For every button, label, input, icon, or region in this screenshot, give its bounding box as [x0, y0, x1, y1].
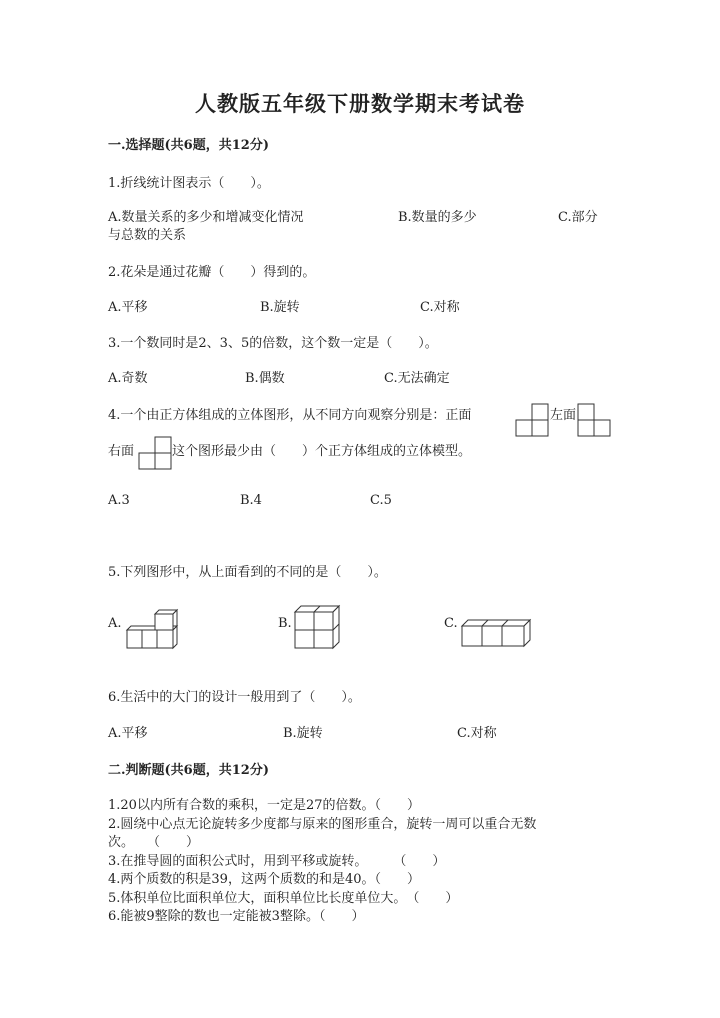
- question-3-option-a: A.奇数: [108, 371, 148, 386]
- judge-item-2-cont: 次。 （ ）: [108, 835, 200, 850]
- question-3-stem: 3.一个数同时是2、3、5的倍数，这个数一定是（ ）。: [108, 336, 438, 351]
- question-1-option-b: B.数量的多少: [398, 210, 477, 225]
- right-view-figure: [139, 437, 173, 471]
- question-1-option-c-cont: 与总数的关系: [108, 228, 187, 243]
- question-5-option-b: B.: [278, 616, 292, 631]
- question-2-stem: 2.花朵是通过花瓣（ ）得到的。: [108, 265, 316, 280]
- question-4-option-b: B.4: [240, 493, 262, 508]
- section-heading-judge: 二.判断题(共6题，共12分): [108, 763, 269, 778]
- right-view-label: 右面: [108, 444, 135, 459]
- question-4-option-a: A.3: [108, 493, 130, 508]
- question-4-option-c: C.5: [370, 493, 392, 508]
- judge-item-5: 5.体积单位比面积单位大，面积单位比长度单位大。 （ ）: [108, 891, 459, 906]
- option-b-cube-figure: [293, 606, 341, 648]
- left-view-figure: [578, 404, 612, 438]
- front-view-figure: [516, 404, 550, 438]
- judge-item-4: 4.两个质数的积是39，这两个质数的和是40。（ ）: [108, 872, 420, 887]
- question-5-option-c: C.: [444, 616, 458, 631]
- question-1-stem: 1.折线统计图表示（ ）。: [108, 176, 270, 191]
- question-2-option-a: A.平移: [108, 300, 148, 315]
- option-a-cube-figure: [125, 610, 177, 648]
- question-1-option-c: C.部分: [558, 210, 598, 225]
- question-2-option-c: C.对称: [420, 300, 460, 315]
- question-6-option-a: A.平移: [108, 726, 148, 741]
- question-4-stem-part2: 这个图形最少由（ ）个正方体组成的立体模型。: [172, 444, 472, 459]
- question-4-stem-part1: 4.一个由正方体组成的立体图形，从不同方向观察分别是：正面: [108, 408, 472, 423]
- question-3-option-b: B.偶数: [245, 371, 285, 386]
- judge-item-3: 3.在推导圆的面积公式时，用到平移或旋转。 （ ）: [108, 854, 446, 869]
- question-2-option-b: B.旋转: [260, 300, 300, 315]
- question-6-option-c: C.对称: [457, 726, 497, 741]
- question-6-stem: 6.生活中的大门的设计一般用到了（ ）。: [108, 690, 361, 705]
- question-6-option-b: B.旋转: [283, 726, 323, 741]
- page-title: 人教版五年级下册数学期末考试卷: [195, 91, 525, 116]
- section-heading-choice: 一.选择题(共6题，共12分): [108, 138, 269, 153]
- question-5-option-a: A.: [108, 616, 122, 631]
- judge-item-6: 6.能被9整除的数也一定能被3整除。（ ）: [108, 909, 365, 924]
- judge-item-1: 1.20以内所有合数的乘积，一定是27的倍数。（ ）: [108, 798, 420, 813]
- question-1-option-a: A.数量关系的多少和增减变化情况: [108, 210, 304, 225]
- left-view-label: 左面: [550, 408, 577, 423]
- question-3-option-c: C.无法确定: [384, 371, 450, 386]
- option-c-cube-figure: [460, 620, 532, 646]
- question-5-stem: 5.下列图形中，从上面看到的不同的是（ ）。: [108, 565, 387, 580]
- judge-item-2: 2.圆绕中心点无论旋转多少度都与原来的图形重合，旋转一周可以重合无数: [108, 817, 537, 832]
